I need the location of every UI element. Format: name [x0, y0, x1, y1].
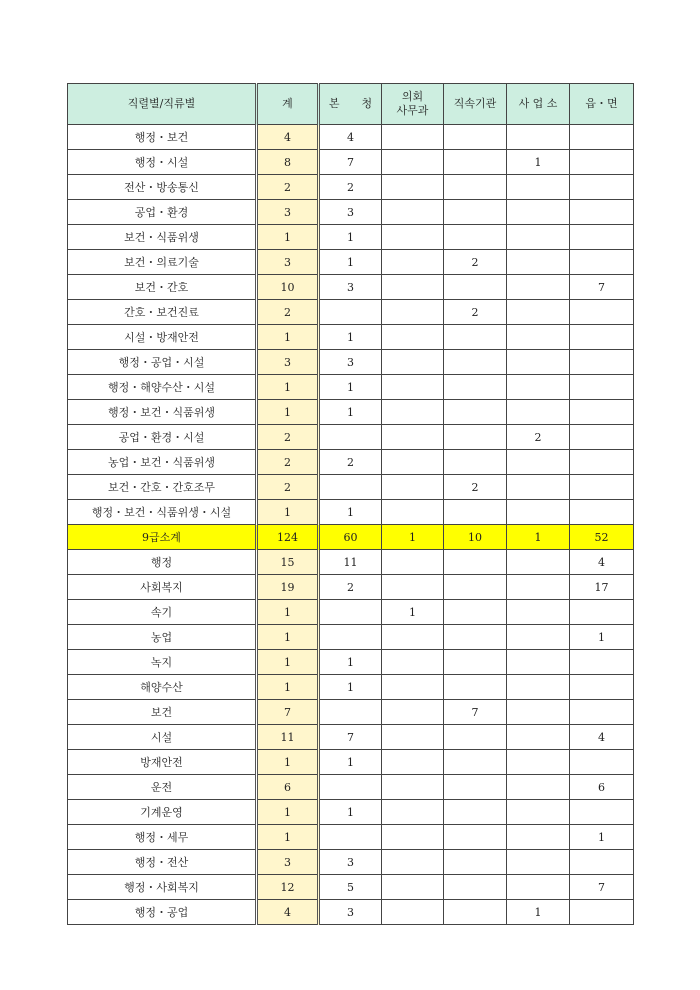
row-label: 9급소계 — [68, 525, 257, 550]
cell: 1 — [507, 900, 570, 925]
cell — [444, 550, 507, 575]
cell — [507, 450, 570, 475]
table-row — [68, 475, 634, 500]
cell: 1 — [319, 675, 382, 700]
row-label: 행정・보건・식품위생・시설 — [68, 500, 257, 525]
cell — [444, 150, 507, 175]
cell — [382, 875, 444, 900]
table-row — [68, 900, 634, 925]
cell — [382, 450, 444, 475]
table-row — [68, 175, 634, 200]
row-label: 행정・공업 — [68, 900, 257, 925]
cell — [382, 375, 444, 400]
table-row — [68, 500, 634, 525]
row-label: 보건・간호 — [68, 275, 257, 300]
cell — [507, 675, 570, 700]
cell: 1 — [257, 500, 319, 525]
row-label: 공업・환경・시설 — [68, 425, 257, 450]
cell — [570, 325, 634, 350]
cell — [382, 275, 444, 300]
table-row — [68, 700, 634, 725]
table-row — [68, 750, 634, 775]
cell: 3 — [257, 850, 319, 875]
cell: 1 — [319, 650, 382, 675]
table-row — [68, 725, 634, 750]
cell: 1 — [319, 375, 382, 400]
cell: 7 — [570, 875, 634, 900]
cell — [444, 425, 507, 450]
cell: 4 — [570, 725, 634, 750]
cell — [570, 900, 634, 925]
row-label: 전산・방송통신 — [68, 175, 257, 200]
table-row — [68, 425, 634, 450]
cell: 2 — [257, 175, 319, 200]
cell — [507, 400, 570, 425]
row-label: 시설 — [68, 725, 257, 750]
cell — [570, 350, 634, 375]
cell — [444, 725, 507, 750]
cell — [570, 250, 634, 275]
cell — [570, 700, 634, 725]
cell — [507, 825, 570, 850]
cell — [507, 750, 570, 775]
cell — [507, 625, 570, 650]
cell — [444, 750, 507, 775]
table-row — [68, 825, 634, 850]
cell: 12 — [257, 875, 319, 900]
table-row — [68, 550, 634, 575]
cell — [382, 900, 444, 925]
cell — [382, 300, 444, 325]
cell: 1 — [257, 625, 319, 650]
cell — [570, 750, 634, 775]
cell: 6 — [257, 775, 319, 800]
cell — [444, 200, 507, 225]
cell — [319, 700, 382, 725]
cell — [570, 125, 634, 150]
cell: 7 — [570, 275, 634, 300]
cell: 2 — [257, 300, 319, 325]
cell — [382, 425, 444, 450]
cell: 19 — [257, 575, 319, 600]
row-label: 보건・의료기술 — [68, 250, 257, 275]
cell — [444, 175, 507, 200]
cell: 2 — [507, 425, 570, 450]
cell — [507, 600, 570, 625]
column-header: 직렬별/직류별 — [68, 84, 257, 125]
cell — [507, 775, 570, 800]
cell: 1 — [319, 400, 382, 425]
cell: 1 — [319, 250, 382, 275]
cell — [444, 325, 507, 350]
row-label: 행정・시설 — [68, 150, 257, 175]
cell — [444, 600, 507, 625]
cell — [382, 750, 444, 775]
row-label: 공업・환경 — [68, 200, 257, 225]
table-row — [68, 300, 634, 325]
cell — [570, 200, 634, 225]
cell — [570, 500, 634, 525]
cell — [570, 400, 634, 425]
cell — [444, 875, 507, 900]
cell — [507, 475, 570, 500]
table-row — [68, 150, 634, 175]
row-label: 해양수산 — [68, 675, 257, 700]
cell — [444, 275, 507, 300]
cell: 1 — [257, 825, 319, 850]
table-row — [68, 325, 634, 350]
table-row — [68, 775, 634, 800]
cell — [382, 700, 444, 725]
cell — [444, 375, 507, 400]
cell — [570, 450, 634, 475]
cell — [319, 475, 382, 500]
cell: 5 — [319, 875, 382, 900]
cell — [382, 400, 444, 425]
cell: 2 — [319, 575, 382, 600]
cell: 124 — [257, 525, 319, 550]
header-row — [68, 84, 634, 125]
row-label: 속기 — [68, 600, 257, 625]
cell — [382, 250, 444, 275]
cell — [444, 500, 507, 525]
cell — [570, 175, 634, 200]
cell: 4 — [257, 125, 319, 150]
cell: 1 — [319, 225, 382, 250]
cell: 3 — [319, 350, 382, 375]
row-label: 행정 — [68, 550, 257, 575]
cell — [382, 325, 444, 350]
cell: 2 — [319, 175, 382, 200]
cell — [444, 400, 507, 425]
cell: 15 — [257, 550, 319, 575]
cell: 3 — [319, 850, 382, 875]
cell — [382, 150, 444, 175]
staffing-table — [67, 83, 634, 925]
cell — [382, 350, 444, 375]
row-label: 보건・간호・간호조무 — [68, 475, 257, 500]
table-row — [68, 250, 634, 275]
row-label: 농업・보건・식품위생 — [68, 450, 257, 475]
cell: 1 — [257, 225, 319, 250]
table-row — [68, 650, 634, 675]
cell: 1 — [257, 325, 319, 350]
cell: 7 — [444, 700, 507, 725]
cell: 1 — [257, 800, 319, 825]
cell: 2 — [257, 425, 319, 450]
cell: 52 — [570, 525, 634, 550]
cell — [507, 175, 570, 200]
cell — [570, 375, 634, 400]
cell — [319, 775, 382, 800]
cell — [319, 625, 382, 650]
cell — [444, 675, 507, 700]
row-label: 행정・사회복지 — [68, 875, 257, 900]
cell — [382, 725, 444, 750]
cell — [382, 625, 444, 650]
cell — [507, 300, 570, 325]
cell: 3 — [319, 275, 382, 300]
cell — [570, 150, 634, 175]
cell — [507, 650, 570, 675]
cell — [382, 825, 444, 850]
cell — [319, 600, 382, 625]
cell: 3 — [257, 350, 319, 375]
cell — [382, 550, 444, 575]
cell — [382, 675, 444, 700]
cell — [507, 850, 570, 875]
cell — [507, 275, 570, 300]
cell — [382, 125, 444, 150]
cell: 3 — [319, 200, 382, 225]
cell — [570, 650, 634, 675]
cell — [507, 200, 570, 225]
row-label: 보건・식품위생 — [68, 225, 257, 250]
cell — [444, 650, 507, 675]
cell — [570, 850, 634, 875]
subtotal-row — [68, 525, 634, 550]
table-row — [68, 200, 634, 225]
row-label: 보건 — [68, 700, 257, 725]
cell: 1 — [507, 525, 570, 550]
column-header: 읍・면 — [570, 84, 634, 125]
column-header: 사 업 소 — [507, 84, 570, 125]
row-label: 방재안전 — [68, 750, 257, 775]
cell: 1 — [257, 750, 319, 775]
cell: 1 — [319, 750, 382, 775]
cell — [382, 775, 444, 800]
row-label: 사회복지 — [68, 575, 257, 600]
cell: 17 — [570, 575, 634, 600]
cell — [507, 550, 570, 575]
cell — [382, 850, 444, 875]
cell: 7 — [319, 150, 382, 175]
row-label: 행정・해양수산・시설 — [68, 375, 257, 400]
cell — [507, 250, 570, 275]
row-label: 행정・공업・시설 — [68, 350, 257, 375]
cell — [507, 325, 570, 350]
cell: 1 — [382, 600, 444, 625]
cell: 2 — [257, 450, 319, 475]
row-label: 시설・방재안전 — [68, 325, 257, 350]
cell — [382, 200, 444, 225]
cell: 1 — [319, 325, 382, 350]
row-label: 농업 — [68, 625, 257, 650]
row-label: 기계운영 — [68, 800, 257, 825]
cell: 1 — [382, 525, 444, 550]
cell: 1 — [570, 625, 634, 650]
table-row — [68, 125, 634, 150]
table-row — [68, 450, 634, 475]
cell — [444, 825, 507, 850]
cell: 4 — [319, 125, 382, 150]
table-row — [68, 350, 634, 375]
cell — [570, 475, 634, 500]
cell: 1 — [319, 500, 382, 525]
cell — [570, 800, 634, 825]
cell — [444, 625, 507, 650]
cell — [382, 175, 444, 200]
table-row — [68, 625, 634, 650]
cell — [507, 375, 570, 400]
cell — [507, 225, 570, 250]
cell: 2 — [444, 300, 507, 325]
cell — [382, 650, 444, 675]
cell: 2 — [257, 475, 319, 500]
cell: 10 — [444, 525, 507, 550]
table-row — [68, 575, 634, 600]
cell: 1 — [257, 400, 319, 425]
cell — [444, 225, 507, 250]
cell: 11 — [257, 725, 319, 750]
cell: 10 — [257, 275, 319, 300]
row-label: 행정・전산 — [68, 850, 257, 875]
cell — [444, 575, 507, 600]
cell — [444, 775, 507, 800]
cell — [382, 475, 444, 500]
row-label: 행정・보건・식품위생 — [68, 400, 257, 425]
cell — [507, 125, 570, 150]
table-row — [68, 275, 634, 300]
row-label: 녹지 — [68, 650, 257, 675]
cell — [319, 425, 382, 450]
table-row — [68, 600, 634, 625]
cell: 60 — [319, 525, 382, 550]
cell — [570, 600, 634, 625]
cell: 1 — [257, 675, 319, 700]
cell: 8 — [257, 150, 319, 175]
cell — [570, 675, 634, 700]
row-label: 운전 — [68, 775, 257, 800]
cell — [507, 350, 570, 375]
cell: 6 — [570, 775, 634, 800]
cell — [507, 875, 570, 900]
cell: 11 — [319, 550, 382, 575]
cell — [382, 800, 444, 825]
cell — [382, 500, 444, 525]
cell: 2 — [444, 475, 507, 500]
cell: 1 — [319, 800, 382, 825]
table-row — [68, 225, 634, 250]
row-label: 행정・세무 — [68, 825, 257, 850]
table-row — [68, 375, 634, 400]
cell — [507, 700, 570, 725]
cell — [444, 800, 507, 825]
cell — [507, 800, 570, 825]
cell — [507, 500, 570, 525]
cell: 1 — [570, 825, 634, 850]
cell — [444, 350, 507, 375]
cell: 4 — [570, 550, 634, 575]
cell: 2 — [444, 250, 507, 275]
cell: 1 — [507, 150, 570, 175]
table-row — [68, 875, 634, 900]
column-header: 의회 사무과 — [382, 84, 444, 125]
cell: 1 — [257, 375, 319, 400]
cell — [507, 575, 570, 600]
cell — [319, 825, 382, 850]
cell: 3 — [257, 250, 319, 275]
cell — [444, 125, 507, 150]
row-label: 간호・보건진료 — [68, 300, 257, 325]
cell: 7 — [319, 725, 382, 750]
cell — [507, 725, 570, 750]
table-row — [68, 675, 634, 700]
cell — [444, 850, 507, 875]
cell — [319, 300, 382, 325]
cell — [570, 225, 634, 250]
row-label: 행정・보건 — [68, 125, 257, 150]
cell: 1 — [257, 650, 319, 675]
cell: 2 — [319, 450, 382, 475]
cell — [570, 425, 634, 450]
cell: 3 — [319, 900, 382, 925]
cell — [382, 575, 444, 600]
cell: 7 — [257, 700, 319, 725]
column-header: 계 — [257, 84, 319, 125]
cell — [444, 450, 507, 475]
cell: 3 — [257, 200, 319, 225]
cell: 4 — [257, 900, 319, 925]
cell: 1 — [257, 600, 319, 625]
column-header: 직속기관 — [444, 84, 507, 125]
cell — [570, 300, 634, 325]
table-row — [68, 850, 634, 875]
cell — [382, 225, 444, 250]
cell — [444, 900, 507, 925]
table-row — [68, 800, 634, 825]
table-row — [68, 400, 634, 425]
column-header: 본 청 — [319, 84, 382, 125]
